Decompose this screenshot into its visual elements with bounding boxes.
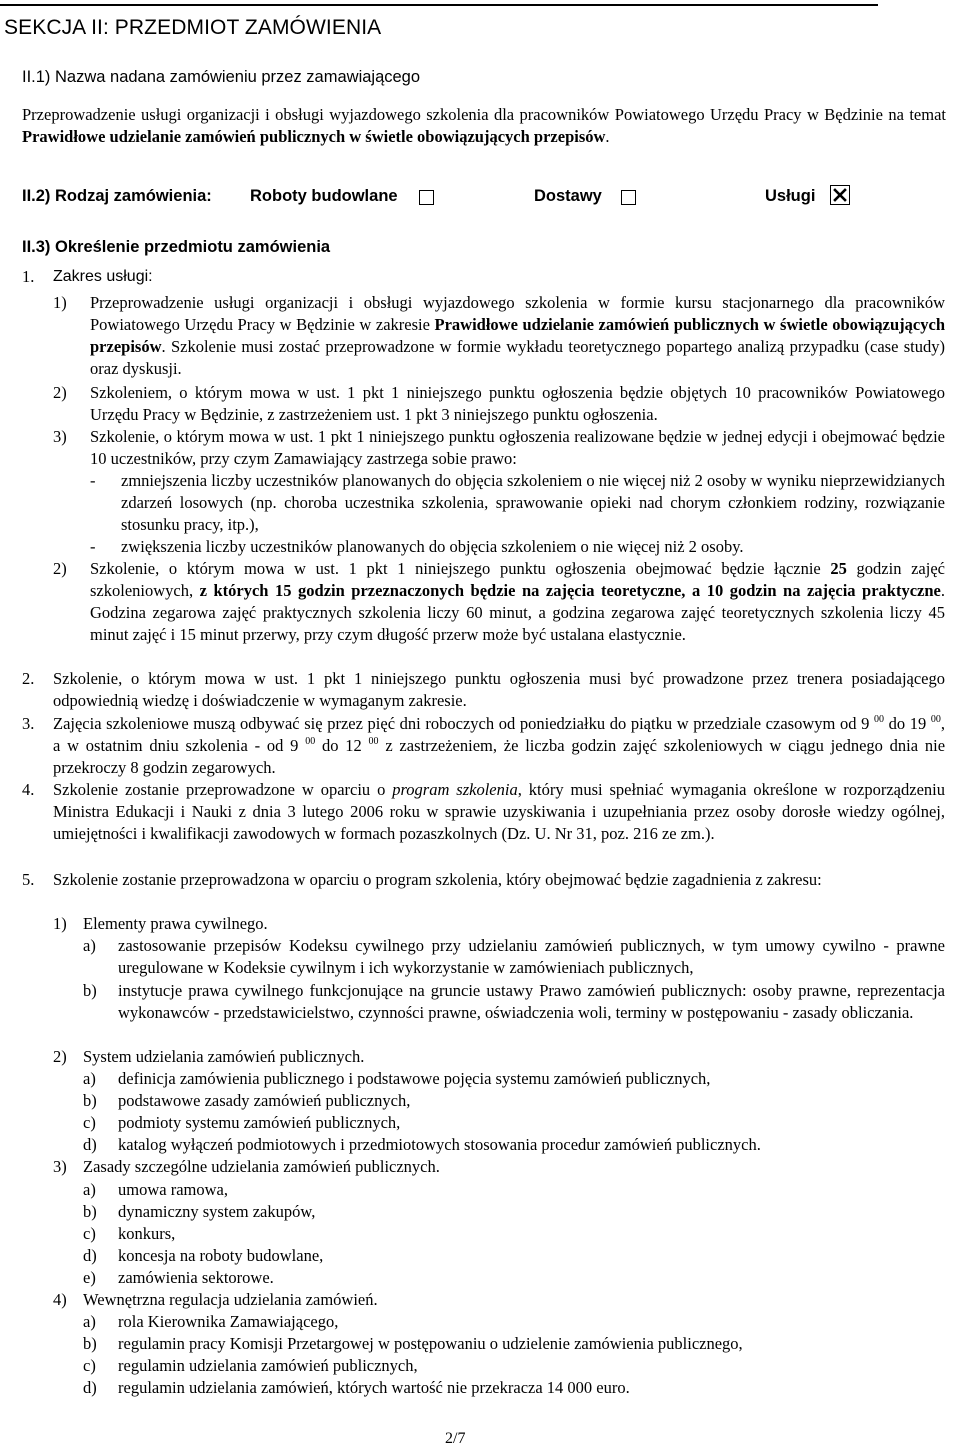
g3b-text: dynamiczny system zakupów, — [118, 1202, 316, 1221]
g1-number: 1) — [53, 914, 67, 933]
g2a-letter: a) — [83, 1069, 96, 1088]
g3d-letter: d) — [83, 1246, 97, 1265]
g4d-letter: d) — [83, 1378, 97, 1397]
g3c-text: konkurs, — [118, 1224, 176, 1243]
g2b-letter: b) — [83, 1091, 97, 1110]
g4a-letter: a) — [83, 1312, 96, 1331]
g3e-text: zamówienia sektorowe. — [118, 1268, 274, 1287]
g4-title: Wewnętrzna regulacja udzielania zamówień. — [83, 1290, 378, 1309]
g2d-text: katalog wyłączeń podmiotowych i przedmiotowych stosowania procedur zamówień publicznych. — [118, 1135, 761, 1154]
g2a-text: definicja zamówienia publicznego i podstawowe pojęcia systemu zamówień publicznych, — [118, 1069, 711, 1088]
p5-number: 5. — [22, 870, 35, 889]
item1-text — [90, 292, 945, 380]
g2-number: 2) — [53, 1047, 67, 1066]
g4b-letter: b) — [83, 1334, 97, 1353]
item4-number: 2) — [53, 559, 67, 578]
p3-text-b: do 19 — [883, 714, 931, 733]
g1-title: Elementy prawa cywilnego. — [83, 914, 268, 933]
ii1-text-end: . — [605, 127, 610, 146]
g1b-text: instytucje prawa cywilnego funkcjonujące na gruncie ustawy Prawo zamówień publicznych: osoby prawne, reprezentacja wykonawców - przedstawicielstwo, czynności prawne, oświadczenia woli, terminy w postępowaniu - zasady obliczania. — [118, 981, 945, 1022]
item4-text-a: Szkolenie, o którym mowa w ust. 1 pkt 1 niniejszego punktu ogłoszenia obejmować będzie łącznie — [90, 559, 831, 578]
top-rule — [0, 4, 878, 6]
p4-text — [53, 779, 945, 845]
g3e-letter: e) — [83, 1268, 96, 1287]
p3-sup-1: 00 — [873, 714, 884, 725]
g2c-letter: c) — [83, 1113, 96, 1132]
dash-item-1: zmniejszenia liczby uczestników planowanych do objęcia szkoleniem o nie więcej niż 2 osoby w wyniku nieprzewidzianych zdarzeń losowych (np. choroba uczestnika szkolenia, sprawowanie opieki nad chorym członkiem rodziny, rozwiązanie stosunku pracy, itp.), — [121, 471, 945, 534]
ii1-text-a: Przeprowadzenie usługi organizacji i obsługi wyjazdowego szkolenia dla pracowników Powiatowego Urzędu Pracy w Będzinie na temat — [22, 105, 946, 124]
dash-2: - — [90, 537, 96, 556]
g3b-letter: b) — [83, 1202, 97, 1221]
item2-text: Szkoleniem, o którym mowa w ust. 1 pkt 1 niniejszego punktu ogłoszenia będzie objętych 10 pracowników Powiatowego Urzędu Pracy w Będzinie, z zastrzeżeniem ust. 1 pkt 3 niniejszego punktu ogłoszenia. — [90, 383, 945, 424]
g2b-text: podstawowe zasady zamówień publicznych, — [118, 1091, 411, 1110]
g1a-letter: a) — [83, 936, 96, 955]
dash-item-2: zwiększenia liczby uczestników planowanych do objęcia szkoleniem o nie więcej niż 2 osoby. — [121, 537, 744, 556]
item4-text — [90, 558, 945, 646]
g4c-letter: c) — [83, 1356, 96, 1375]
item3-number: 3) — [53, 427, 67, 446]
checkbox-dostawy[interactable] — [621, 190, 636, 205]
dash-1: - — [90, 471, 96, 490]
g3-number: 3) — [53, 1157, 67, 1176]
ii1-text-bold: Prawidłowe udzielanie zamówień publicznych w świetle obowiązujących przepisów — [22, 127, 606, 146]
g4a-text: rola Kierownika Zamawiającego, — [118, 1312, 339, 1331]
p3-text-a: Zajęcia szkoleniowe muszą odbywać się przez pięć dni roboczych od poniedziałku do piątku w przedziale czasowym od 9 — [53, 714, 874, 733]
g3a-text: umowa ramowa, — [118, 1180, 228, 1199]
item1-text-b: . Szkolenie musi zostać przeprowadzone w formie wykładu teoretycznego popartego analizą przypadku (case study) oraz dyskusji. — [90, 337, 945, 378]
g3d-text: koncesja na roboty budowlane, — [118, 1246, 324, 1265]
p3-text-d: do 12 — [315, 736, 369, 755]
ii3-heading: II.3) Określenie przedmiotu zamówienia — [22, 238, 331, 256]
g3-title: Zasady szczególne udzielania zamówień publicznych. — [83, 1157, 440, 1176]
ii1-text — [22, 104, 946, 148]
item4-text-c: godzin zajęć szkoleniowych, — [90, 559, 945, 600]
p4-text-a: Szkolenie zostanie przeprowadzone w oparciu o — [53, 780, 393, 799]
p3-sup-4: 00 — [368, 736, 379, 747]
p3-sup-3: 00 — [305, 736, 316, 747]
g2c-text: podmioty systemu zamówień publicznych, — [118, 1113, 401, 1132]
p2-number: 2. — [22, 669, 35, 688]
ii1-heading: II.1) Nazwa nadana zamówieniu przez zamawiającego — [22, 68, 421, 86]
checkbox-uslugi-checked[interactable] — [830, 185, 850, 205]
item1-number: 1) — [53, 293, 67, 312]
g2-title: System udzielania zamówień publicznych. — [83, 1047, 365, 1066]
p3-sup-2: 00 — [930, 714, 941, 725]
g3a-letter: a) — [83, 1180, 96, 1199]
checkbox-roboty-budowlane[interactable] — [419, 190, 434, 205]
p3-text-e: z zastrzeżeniem, że liczba godzin zajęć szkoleniowych w ciągu jednego dnia nie przekroczy 8 godzin zegarowych. — [53, 736, 946, 777]
section-title: SEKCJA II: PRZEDMIOT ZAMÓWIENIA — [4, 16, 382, 39]
option-label-roboty: Roboty budowlane — [250, 187, 398, 205]
p4-number: 4. — [22, 780, 35, 799]
p3-number: 3. — [22, 714, 35, 733]
page-number: 2/7 — [445, 1430, 466, 1447]
g1a-text: zastosowanie przepisów Kodeksu cywilnego przy udzielaniu zamówień publicznych, w tym umowy cywilno - prawne uregulowane w Kodeksie cywilnym i ich wykorzystanie w zamówieniach publicznych, — [118, 936, 945, 977]
g1b-letter: b) — [83, 981, 97, 1000]
g4c-text: regulamin udzielania zamówień publicznych, — [118, 1356, 418, 1375]
g4-number: 4) — [53, 1290, 67, 1309]
p3-text — [53, 713, 945, 779]
checkmark-x-icon — [831, 186, 849, 204]
p4-text-italic: program szkolenia — [392, 780, 518, 799]
item4-text-bold: z których 15 godzin przeznaczonych będzie na zajęcia teoretyczne, a 10 godzin na zajęcia praktyczne — [199, 581, 941, 600]
item4-text-d: . Godzina zegarowa zajęć praktycznych szkolenia liczy 60 minut, a godzina zegarowa zajęć teoretycznych szkolenia liczy 45 minut zajęć i 15 minut przerwy, przy czym długość przerw może być ustalana elastycznie. — [90, 581, 945, 644]
p5-text: Szkolenie zostanie przeprowadzona w oparciu o program szkolenia, który obejmować będzie zagadnienia z zakresu: — [53, 870, 822, 889]
g4d-text: regulamin udzielania zamówień, których wartość nie przekracza 14 000 euro. — [118, 1378, 630, 1397]
item2-number: 2) — [53, 383, 67, 402]
g2d-letter: d) — [83, 1135, 97, 1154]
item4-hours: 25 — [830, 559, 847, 578]
option-label-uslugi: Usługi — [765, 187, 816, 205]
p2-text: Szkolenie, o którym mowa w ust. 1 pkt 1 niniejszego punktu ogłoszenia musi być prowadzone przez trenera posiadającego odpowiednią wiedzę i doświadczenie w wymaganym zakresie. — [53, 669, 945, 710]
item1-text-bold: Prawidłowe udzielanie zamówień publicznych w świetle obowiązujących przepisów — [90, 315, 945, 356]
p1-number: 1. — [22, 267, 35, 286]
p3-text-c: , a w ostatnim dniu szkolenia - od 9 — [53, 714, 945, 755]
item3-text: Szkolenie, o którym mowa w ust. 1 pkt 1 niniejszego punktu ogłoszenia realizowane będzie w jednej edycji i obejmować będzie 10 uczestników, przy czym Zamawiający zastrzega sobie prawo: — [90, 427, 945, 468]
p1-title: Zakres usługi: — [53, 268, 153, 285]
g4b-text: regulamin pracy Komisji Przetargowej w postępowaniu o udzielenie zamówienia publicznego, — [118, 1334, 743, 1353]
p4-text-b: , który musi spełniać wymagania określone w rozporządzeniu Ministra Edukacji i Nauki z dnia 3 lutego 2006 roku w sprawie uzyskiwania i uzupełniania przez osoby dorosłe wiedzy ogólnej, umiejętności i kwalifikacji zawodowych w formach pozaszkolnych (Dz. U. Nr 31, poz. 216 ze zm.). — [53, 780, 945, 843]
item1-text-a: Przeprowadzenie usługi organizacji i obsługi wyjazdowego szkolenia w formie kursu stacjonarnego dla pracowników Powiatowego Urzędu Pracy w Będzinie w zakresie — [90, 293, 945, 334]
ii2-heading: II.2) Rodzaj zamówienia: — [22, 187, 212, 205]
option-label-dostawy: Dostawy — [534, 187, 602, 205]
g3c-letter: c) — [83, 1224, 96, 1243]
